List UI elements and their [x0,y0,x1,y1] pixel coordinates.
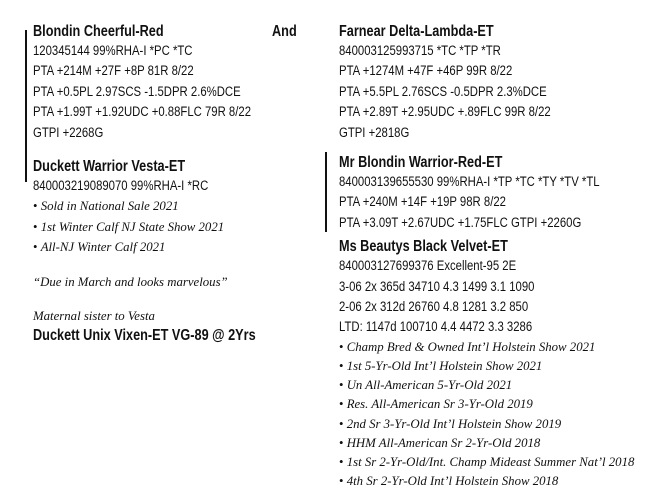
and-connector: And [272,23,297,40]
spacer [33,143,323,157]
sire-line: 840003125993715 *TC *TP *TR [339,43,501,58]
sister-score: VG-89 @ 2Yrs [171,327,256,345]
dam-line: 840003139655530 99%RHA-I *TP *TC *TY *TV *TL [339,174,600,190]
honor-item: • 2nd Sr 3-Yr-Old Int’l Holstein Show 2019 [339,415,649,434]
honor-item: • All-NJ Winter Calf 2021 [33,237,323,257]
honor-item: • Un All-American 5-Yr-Old 2021 [339,376,649,395]
sire-line: 120345144 99%RHA-I *PC *TC [33,43,193,58]
honor-item: • HHM All-American Sr 2-Yr-Old 2018 [339,434,649,453]
spacer [33,258,323,272]
granddam-id-line: 840003127699376 Excellent-95 2E [339,258,517,274]
sire-line: GTPI +2818G [339,124,410,140]
dam-line: PTA +3.09T +2.67UDC +1.75FLC GTPI +2260G [339,214,582,230]
record-line: LTD: 1147d 100710 4.4 4472 3.3 3286 [339,319,533,335]
spacer [33,292,323,306]
honor-item: • Sold in National Sale 2021 [33,196,323,216]
dam-name: Duckett Warrior Vesta-ET [33,158,186,176]
sister-entry [33,326,271,345]
right-column [339,22,649,492]
left-column [33,22,323,345]
honor-item: • 1st Winter Calf NJ State Show 2021 [33,217,323,237]
sire-line: PTA +1.99T +1.92UDC +0.88FLC 79R 8/22 [33,104,252,120]
dam-id-line: 840003219089070 99%RHA-I *RC [33,178,209,194]
sire-line: PTA +2.89T +2.95UDC +.89FLC 99R 8/22 [339,104,551,120]
right-pedigree-rule [325,152,327,232]
sire-name: Blondin Cheerful-Red [33,23,164,40]
record-line: 3-06 2x 365d 34710 4.3 1499 3.1 1090 [339,278,535,294]
left-pedigree-rule [25,30,27,182]
sire-line: PTA +5.5PL 2.76SCS -0.5DPR 2.3%DCE [339,83,547,99]
comment-quote: “Due in March and looks marvelous” [33,274,228,289]
granddam-honors-list [339,338,649,492]
honor-item: • 1st 5-Yr-Old Int’l Holstein Show 2021 [339,357,649,376]
sire-line: PTA +214M +27F +8P 81R 8/22 [33,63,194,79]
honor-item: • 4th Sr 2-Yr-Old Int’l Holstein Show 2018 [339,472,649,491]
sire-line: GTPI +2268G [33,124,104,140]
sire-name: Farnear Delta-Lambda-ET [339,23,494,40]
sister-name: Duckett Unix Vixen-ET [33,327,169,345]
honor-item: • Champ Bred & Owned Int’l Holstein Show 2021 [339,338,649,357]
honor-item: • 1st Sr 2-Yr-Old/Int. Champ Mideast Summer Nat’l 2018 [339,453,649,472]
dam-honors-list [33,196,323,257]
sire-line: PTA +0.5PL 2.97SCS -1.5DPR 2.6%DCE [33,83,241,99]
sister-label: Maternal sister to Vesta [33,309,155,324]
record-line: 2-06 2x 312d 26760 4.8 1281 3.2 850 [339,299,529,315]
granddam-name: Ms Beautys Black Velvet-ET [339,238,508,256]
spacer [339,143,649,153]
honor-item: • Res. All-American Sr 3-Yr-Old 2019 [339,395,649,414]
sire-line: PTA +1274M +47F +46P 99R 8/22 [339,63,513,79]
dam-name: Mr Blondin Warrior-Red-ET [339,154,503,172]
dam-line: PTA +240M +14F +19P 98R 8/22 [339,194,506,210]
